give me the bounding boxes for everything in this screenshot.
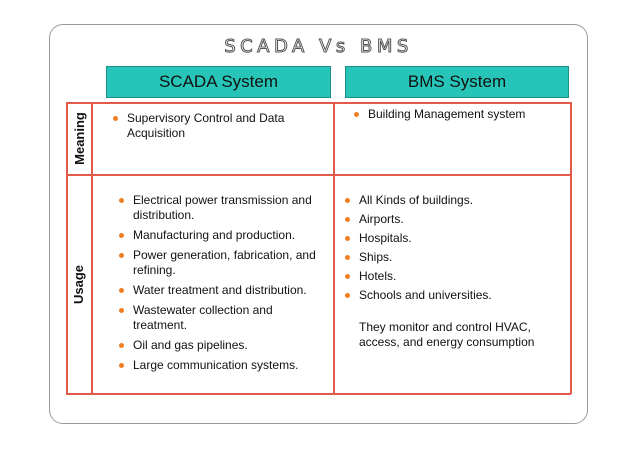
row-label-meaning	[67, 103, 91, 174]
cell-bms-meaning	[352, 107, 562, 122]
table-row-divider	[66, 174, 571, 176]
list-item: Building Management system	[352, 107, 562, 122]
list-item: Hotels.	[343, 269, 563, 284]
header-scada-label: SCADA System	[158, 72, 279, 91]
table-border-bottom	[66, 393, 571, 395]
bms-usage-list	[343, 193, 563, 303]
list-item: Oil and gas pipelines.	[117, 338, 327, 353]
slide-title: SCADA Vs BMS	[224, 36, 413, 57]
cell-scada-meaning	[111, 111, 311, 141]
list-item: Wastewater collection and treatment.	[117, 303, 327, 333]
header-bms-system	[345, 66, 569, 98]
table-border-top	[66, 102, 571, 104]
header-bms-label: BMS System	[407, 72, 507, 91]
table-label-divider	[91, 102, 93, 394]
row-label-usage	[67, 175, 91, 393]
list-item: Supervisory Control and Data Acquisition	[111, 111, 311, 141]
list-item: Power generation, fabrication, and refining.	[117, 248, 327, 278]
cell-scada-usage	[117, 193, 327, 378]
list-item: Electrical power transmission and distribution.	[117, 193, 327, 223]
row-label-usage-text: Usage	[71, 264, 87, 304]
table-border-right	[570, 102, 572, 394]
list-item: All Kinds of buildings.	[343, 193, 563, 208]
list-item: Water treatment and distribution.	[117, 283, 327, 298]
list-item: Large communication systems.	[117, 358, 327, 373]
list-item: Ships.	[343, 250, 563, 265]
bms-meaning-list	[352, 107, 562, 122]
list-item: Schools and universities.	[343, 288, 563, 303]
row-label-meaning-text: Meaning	[71, 112, 87, 165]
scada-meaning-list	[111, 111, 311, 141]
bms-usage-note: They monitor and control HVAC, access, and energy consumption	[359, 320, 535, 349]
header-scada-system	[106, 66, 331, 98]
scada-usage-list	[117, 193, 327, 373]
list-item: Hospitals.	[343, 231, 563, 246]
list-item: Manufacturing and production.	[117, 228, 327, 243]
cell-bms-usage	[343, 193, 563, 350]
table-column-divider	[333, 102, 335, 394]
list-item: Airports.	[343, 212, 563, 227]
